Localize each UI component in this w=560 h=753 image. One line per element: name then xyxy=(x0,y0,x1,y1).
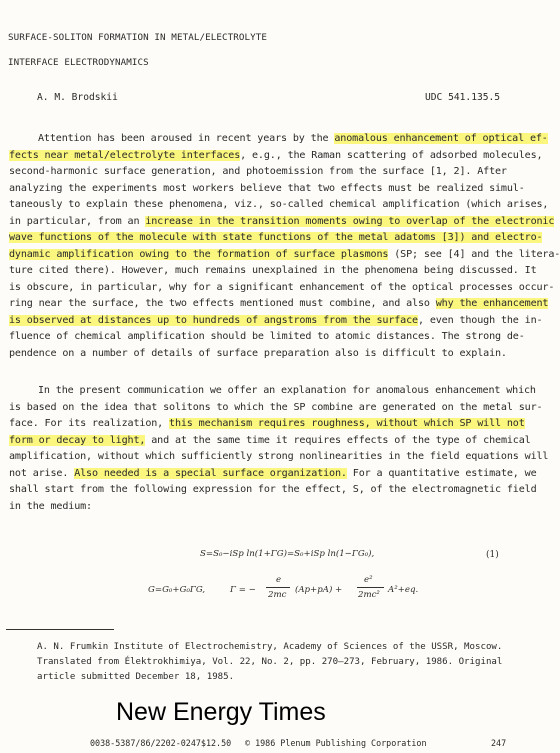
fraction-2-numerator: e² xyxy=(364,575,373,585)
highlighted-text: why the enhancement xyxy=(435,298,549,309)
text-segment: in the medium: xyxy=(9,500,92,512)
text-segment: In the present communication we offer an explanation for anomalous enhancement which xyxy=(38,385,536,396)
text-segment: is obscure, in particular, why for a significant enhancement of the optical processes occur- xyxy=(9,281,555,293)
text-line xyxy=(9,435,531,446)
highlighted-text: form or decay to light, xyxy=(9,434,146,446)
highlighted-text: dynamic amplification owing to the formation of surface plasmons xyxy=(9,248,389,260)
footnote-rule xyxy=(6,629,114,630)
udc-code: UDC 541.135.5 xyxy=(425,92,501,103)
price-code: 0038-5387/86/2202-0247$12.50 xyxy=(90,738,232,748)
text-segment: , even though the in- xyxy=(417,314,543,326)
text-segment: ring near the surface, the two effects mentioned must combine, and also xyxy=(9,298,436,309)
text-line xyxy=(9,418,525,429)
equation-line-2-mid: (Ap+pA) + xyxy=(295,585,343,595)
watermark-text: New Energy Times xyxy=(116,698,326,726)
fraction-2-bar xyxy=(357,587,384,588)
highlighted-text: wave functions of the molecule with state functions of the metal adatoms [3]) and electro- xyxy=(9,232,543,243)
equation-line-2-end: A²+eq. xyxy=(388,585,419,595)
text-line xyxy=(9,331,525,342)
highlighted-text: is observed at distances up to hundreds of angstroms from the surface xyxy=(9,314,418,326)
footnote-line-1: A. N. Frumkin Institute of Electrochemistry, Academy of Sciences of the USSR, Moscow. xyxy=(37,642,503,652)
text-segment: For a quantitative estimate, we xyxy=(346,467,537,479)
article-title-line2: INTERFACE ELECTRODYNAMICS xyxy=(8,57,149,68)
text-line xyxy=(9,298,548,309)
text-segment: face. For its realization, xyxy=(9,418,170,429)
highlighted-text: anomalous enhancement of optical ef- xyxy=(334,133,548,144)
text-line xyxy=(9,501,92,512)
text-segment: pendence on a number of details of surface preparation also is difficult to explain. xyxy=(9,347,507,359)
text-line xyxy=(9,183,525,194)
article-title-line1: SURFACE-SOLITON FORMATION IN METAL/ELECTROLYTE xyxy=(8,32,268,43)
text-line xyxy=(9,232,542,243)
text-segment: Attention has been aroused in recent years by the xyxy=(38,133,335,144)
author: A. M. Brodskii xyxy=(37,92,118,103)
text-line xyxy=(9,282,554,293)
text-line xyxy=(38,385,536,396)
equation-number: (1) xyxy=(486,550,499,560)
text-line xyxy=(9,216,554,227)
fraction-1-denominator: 2mc xyxy=(268,590,287,600)
text-segment: shall start from the following expression for the effect, S, of the electromagnetic field xyxy=(9,484,537,495)
copyright: © 1986 Plenum Publishing Corporation xyxy=(245,738,427,748)
highlighted-text: increase in the transition moments owing to overlap of the electronic xyxy=(145,215,555,227)
equation-line-1: S=S₀−iSp ln(1+ΓG)=S₀+iSp ln(1−ΓG₀), xyxy=(200,549,375,559)
text-line xyxy=(9,315,542,326)
text-line xyxy=(9,402,542,413)
text-line xyxy=(9,484,537,495)
text-line xyxy=(38,133,548,144)
fraction-1-numerator: e xyxy=(276,575,282,585)
text-line xyxy=(9,348,507,359)
text-segment: second-harmonic surface generation, and photoemission from the surface [1, 2]. After xyxy=(9,166,507,177)
highlighted-text: Also needed is a special surface organization. xyxy=(74,467,347,479)
text-line xyxy=(9,166,507,177)
fraction-2-denominator: 2mc² xyxy=(358,590,380,600)
text-segment: fluence of chemical amplification should be limited to atomic distances. The strong de- xyxy=(9,331,525,342)
equation-line-2-left: G=G₀+G₀ΓG, xyxy=(148,585,206,595)
text-segment: not arise. xyxy=(9,467,75,479)
text-segment: ture cited there). However, much remains unexplained in the phenomena being discussed. It xyxy=(9,265,537,276)
text-line xyxy=(9,451,548,462)
footnote-line-2: Translated from Élektrokhimiya, Vol. 22, No. 2, pp. 270–273, February, 1986. Original xyxy=(37,657,503,667)
text-segment: is based on the idea that solitons to which the SP combine are generated on the metal sur- xyxy=(9,401,543,413)
text-line xyxy=(9,468,537,479)
text-segment: and at the same time it requires effects of the type of chemical xyxy=(145,434,531,446)
text-line xyxy=(9,249,560,260)
highlighted-text: fects near metal/electrolyte interfaces xyxy=(9,149,241,161)
text-line xyxy=(9,265,537,276)
highlighted-text: this mechanism requires roughness, without which SP will not xyxy=(169,418,525,429)
text-segment: (SP; see [4] and the litera- xyxy=(388,248,560,260)
text-line xyxy=(9,199,548,210)
text-segment: in particular, from an xyxy=(9,215,146,227)
footnote-line-3: article submitted December 18, 1985. xyxy=(37,672,235,682)
equation-gamma: Γ = − xyxy=(230,585,256,595)
fraction-1-bar xyxy=(266,587,290,588)
text-line xyxy=(9,150,542,161)
text-segment: , e.g., the Raman scattering of adsorbed molecules, xyxy=(240,149,543,161)
text-segment: taneously to explain these phenomena, viz., so-called chemical amplification (which arises, xyxy=(9,199,549,210)
text-segment: analyzing the experiments most workers believe that two effects must be realized simul- xyxy=(9,182,525,194)
text-segment: amplification, without which sufficiently strong nonlinearities in the field equations will xyxy=(9,451,549,462)
page-number: 247 xyxy=(491,738,507,748)
